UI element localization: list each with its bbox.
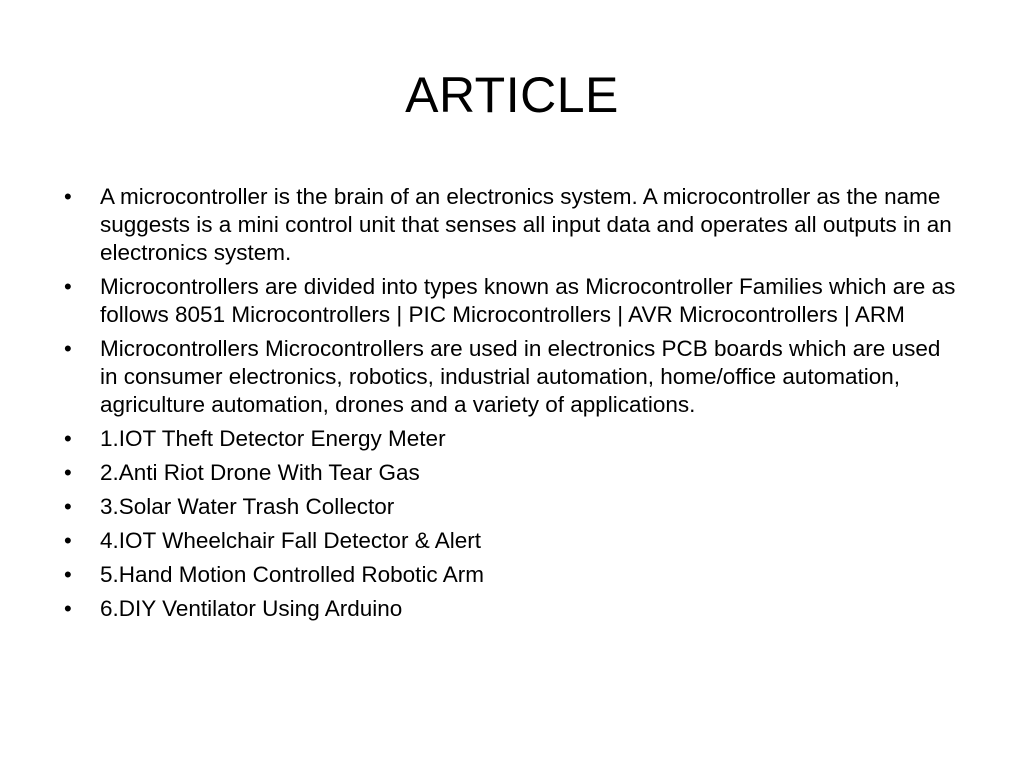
bullet-text: 5.Hand Motion Controlled Robotic Arm [100,562,484,587]
bullet-text: 3.Solar Water Trash Collector [100,494,395,519]
bullet-icon: • [64,494,72,519]
bullet-text: 2.Anti Riot Drone With Tear Gas [100,460,420,485]
bullet-item [60,459,960,487]
bullet-list [60,183,960,629]
bullet-icon: • [64,426,72,451]
bullet-text: Microcontrollers are divided into types known as Microcontroller Families which are as follows 8051 Microcontrollers | PIC Microcontrollers | AVR Microcontrollers | ARM [100,274,956,327]
bullet-item [60,335,960,419]
bullet-icon: • [64,336,72,361]
bullet-item [60,273,960,329]
bullet-icon: • [64,184,72,209]
bullet-item [60,493,960,521]
bullet-text: A microcontroller is the brain of an electronics system. A microcontroller as the name suggests is a mini control unit that senses all input data and operates all outputs in an electronics system. [100,184,952,265]
bullet-icon: • [64,528,72,553]
bullet-icon: • [64,596,72,621]
slide-title: ARTICLE [405,67,619,123]
bullet-text: 4.IOT Wheelchair Fall Detector & Alert [100,528,481,553]
bullet-icon: • [64,562,72,587]
bullet-text: Microcontrollers Microcontrollers are used in electronics PCB boards which are used in consumer electronics, robotics, industrial automation, home/office automation, agriculture automation, drones and a variety of applications. [100,336,941,417]
bullet-item [60,561,960,589]
bullet-text: 6.DIY Ventilator Using Arduino [100,596,403,621]
bullet-icon: • [64,274,72,299]
bullet-item [60,527,960,555]
bullet-icon: • [64,460,72,485]
bullet-item [60,595,960,623]
bullet-item [60,425,960,453]
bullet-text: 1.IOT Theft Detector Energy Meter [100,426,446,451]
bullet-item [60,183,960,267]
